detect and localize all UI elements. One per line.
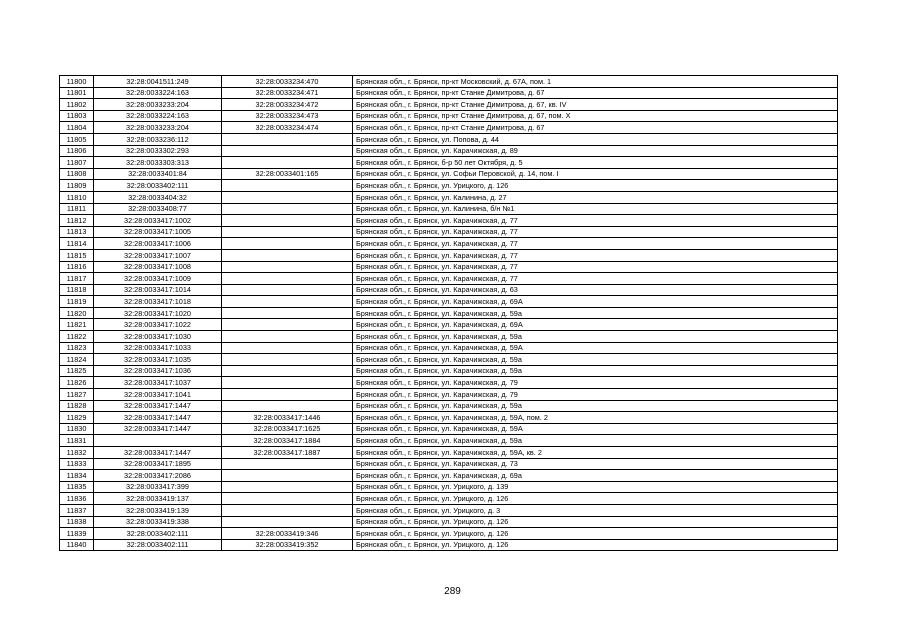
row-number-cell: 11817: [60, 273, 94, 285]
cadastral-number-cell: 32:28:0033417:2086: [94, 470, 222, 482]
address-cell: Брянская обл., г. Брянск, ул. Карачижская, д. 59А, кв. 2: [353, 447, 838, 459]
related-cadastral-number-cell: [222, 389, 353, 401]
related-cadastral-number-cell: [222, 342, 353, 354]
address-cell: Брянская обл., г. Брянск, пр-кт Станке Димитрова, д. 67: [353, 87, 838, 99]
cadastral-number-cell: 32:28:0033417:1002: [94, 215, 222, 227]
related-cadastral-number-cell: 32:28:0033419:352: [222, 539, 353, 551]
table-row: [60, 389, 838, 401]
cadastral-number-cell: 32:28:0033417:1447: [94, 412, 222, 424]
related-cadastral-number-cell: [222, 377, 353, 389]
related-cadastral-number-cell: [222, 145, 353, 157]
cadastral-number-cell: 32:28:0033417:1030: [94, 331, 222, 343]
table-row: [60, 226, 838, 238]
related-cadastral-number-cell: 32:28:0033401:165: [222, 168, 353, 180]
address-cell: Брянская обл., г. Брянск, ул. Софьи Перовской, д. 14, пом. I: [353, 168, 838, 180]
row-number-cell: 11821: [60, 319, 94, 331]
table-row: [60, 215, 838, 227]
table-row: [60, 365, 838, 377]
address-cell: Брянская обл., г. Брянск, ул. Урицкого, д. 126: [353, 528, 838, 540]
address-cell: Брянская обл., г. Брянск, пр-кт Станке Димитрова, д. 67, кв. IV: [353, 99, 838, 111]
table-row: [60, 76, 838, 88]
address-cell: Брянская обл., г. Брянск, ул. Карачижская, д. 59а: [353, 331, 838, 343]
address-cell: Брянская обл., г. Брянск, ул. Карачижская, д. 69А: [353, 319, 838, 331]
address-cell: Брянская обл., г. Брянск, ул. Карачижская, д. 79: [353, 377, 838, 389]
related-cadastral-number-cell: [222, 504, 353, 516]
related-cadastral-number-cell: [222, 400, 353, 412]
row-number-cell: 11820: [60, 307, 94, 319]
table-row: [60, 157, 838, 169]
row-number-cell: 11807: [60, 157, 94, 169]
table-row: [60, 481, 838, 493]
row-number-cell: 11815: [60, 249, 94, 261]
related-cadastral-number-cell: [222, 493, 353, 505]
cadastral-number-cell: 32:28:0033417:1447: [94, 447, 222, 459]
address-cell: Брянская обл., г. Брянск, ул. Карачижская, д. 59а: [353, 354, 838, 366]
related-cadastral-number-cell: [222, 307, 353, 319]
address-cell: Брянская обл., г. Брянск, ул. Урицкого, д. 139: [353, 481, 838, 493]
registry-table: [59, 75, 838, 551]
row-number-cell: 11834: [60, 470, 94, 482]
address-cell: Брянская обл., г. Брянск, ул. Урицкого, д. 126: [353, 180, 838, 192]
address-cell: Брянская обл., г. Брянск, ул. Карачижская, д. 77: [353, 261, 838, 273]
address-cell: Брянская обл., г. Брянск, ул. Карачижская, д. 73: [353, 458, 838, 470]
row-number-cell: 11825: [60, 365, 94, 377]
cadastral-number-cell: [94, 435, 222, 447]
related-cadastral-number-cell: [222, 319, 353, 331]
row-number-cell: 11816: [60, 261, 94, 273]
address-cell: Брянская обл., г. Брянск, ул. Урицкого, д. 126: [353, 539, 838, 551]
row-number-cell: 11805: [60, 133, 94, 145]
address-cell: Брянская обл., г. Брянск, ул. Карачижская, д. 77: [353, 238, 838, 250]
cadastral-number-cell: 32:28:0033236:112: [94, 133, 222, 145]
cadastral-number-cell: 32:28:0033417:1033: [94, 342, 222, 354]
cadastral-number-cell: 32:28:0033417:1447: [94, 423, 222, 435]
row-number-cell: 11836: [60, 493, 94, 505]
table-row: [60, 238, 838, 250]
row-number-cell: 11804: [60, 122, 94, 134]
cadastral-number-cell: 32:28:0041511:249: [94, 76, 222, 88]
address-cell: Брянская обл., г. Брянск, ул. Карачижская, д. 59А, пом. 2: [353, 412, 838, 424]
related-cadastral-number-cell: [222, 261, 353, 273]
address-cell: Брянская обл., г. Брянск, ул. Карачижская, д. 59А: [353, 423, 838, 435]
cadastral-number-cell: 32:28:0033402:111: [94, 180, 222, 192]
row-number-cell: 11832: [60, 447, 94, 459]
table-row: [60, 342, 838, 354]
cadastral-number-cell: 32:28:0033417:1036: [94, 365, 222, 377]
cadastral-number-cell: 32:28:0033417:1014: [94, 284, 222, 296]
table-row: [60, 354, 838, 366]
table-row: [60, 261, 838, 273]
row-number-cell: 11831: [60, 435, 94, 447]
address-cell: Брянская обл., г. Брянск, б-р 50 лет Октября, д. 5: [353, 157, 838, 169]
cadastral-number-cell: 32:28:0033402:111: [94, 528, 222, 540]
row-number-cell: 11826: [60, 377, 94, 389]
row-number-cell: 11823: [60, 342, 94, 354]
related-cadastral-number-cell: 32:28:0033234:472: [222, 99, 353, 111]
address-cell: Брянская обл., г. Брянск, ул. Карачижская, д. 79: [353, 389, 838, 401]
related-cadastral-number-cell: 32:28:0033234:470: [222, 76, 353, 88]
cadastral-number-cell: 32:28:0033417:1009: [94, 273, 222, 285]
cadastral-number-cell: 32:28:0033233:204: [94, 122, 222, 134]
related-cadastral-number-cell: 32:28:0033419:346: [222, 528, 353, 540]
table-row: [60, 400, 838, 412]
row-number-cell: 11833: [60, 458, 94, 470]
cadastral-number-cell: 32:28:0033417:1447: [94, 400, 222, 412]
related-cadastral-number-cell: [222, 191, 353, 203]
cadastral-number-cell: 32:28:0033302:293: [94, 145, 222, 157]
table-row: [60, 203, 838, 215]
table-row: [60, 180, 838, 192]
related-cadastral-number-cell: 32:28:0033234:474: [222, 122, 353, 134]
row-number-cell: 11835: [60, 481, 94, 493]
address-cell: Брянская обл., г. Брянск, ул. Урицкого, д. 3: [353, 504, 838, 516]
related-cadastral-number-cell: [222, 215, 353, 227]
cadastral-number-cell: 32:28:0033408:77: [94, 203, 222, 215]
cadastral-number-cell: 32:28:0033417:1018: [94, 296, 222, 308]
row-number-cell: 11803: [60, 110, 94, 122]
related-cadastral-number-cell: [222, 203, 353, 215]
table-row: [60, 493, 838, 505]
cadastral-number-cell: 32:28:0033233:204: [94, 99, 222, 111]
address-cell: Брянская обл., г. Брянск, ул. Карачижская, д. 69А: [353, 296, 838, 308]
address-cell: Брянская обл., г. Брянск, ул. Карачижская, д. 89: [353, 145, 838, 157]
table-row: [60, 273, 838, 285]
related-cadastral-number-cell: 32:28:0033417:1887: [222, 447, 353, 459]
related-cadastral-number-cell: [222, 331, 353, 343]
row-number-cell: 11822: [60, 331, 94, 343]
table-row: [60, 284, 838, 296]
cadastral-number-cell: 32:28:0033402:111: [94, 539, 222, 551]
address-cell: Брянская обл., г. Брянск, пр-кт Станке Димитрова, д. 67, пом. X: [353, 110, 838, 122]
cadastral-number-cell: 32:28:0033417:1005: [94, 226, 222, 238]
row-number-cell: 11810: [60, 191, 94, 203]
related-cadastral-number-cell: [222, 133, 353, 145]
cadastral-number-cell: 32:28:0033419:137: [94, 493, 222, 505]
address-cell: Брянская обл., г. Брянск, ул. Карачижская, д. 77: [353, 249, 838, 261]
address-cell: Брянская обл., г. Брянск, ул. Карачижская, д. 77: [353, 215, 838, 227]
related-cadastral-number-cell: 32:28:0033417:1884: [222, 435, 353, 447]
table-row: [60, 516, 838, 528]
table-row: [60, 412, 838, 424]
related-cadastral-number-cell: [222, 458, 353, 470]
row-number-cell: 11838: [60, 516, 94, 528]
address-cell: Брянская обл., г. Брянск, ул. Калинина, д. 27: [353, 191, 838, 203]
row-number-cell: 11800: [60, 76, 94, 88]
table-row: [60, 307, 838, 319]
table-row: [60, 470, 838, 482]
address-cell: Брянская обл., г. Брянск, ул. Карачижская, д. 77: [353, 273, 838, 285]
row-number-cell: 11824: [60, 354, 94, 366]
row-number-cell: 11801: [60, 87, 94, 99]
address-cell: Брянская обл., г. Брянск, ул. Карачижская, д. 59А: [353, 342, 838, 354]
cadastral-number-cell: 32:28:0033417:1007: [94, 249, 222, 261]
table-row: [60, 319, 838, 331]
cadastral-number-cell: 32:28:0033417:1020: [94, 307, 222, 319]
cadastral-number-cell: 32:28:0033417:1035: [94, 354, 222, 366]
related-cadastral-number-cell: [222, 249, 353, 261]
cadastral-number-cell: 32:28:0033417:1022: [94, 319, 222, 331]
table-row: [60, 528, 838, 540]
cadastral-number-cell: 32:28:0033303:313: [94, 157, 222, 169]
cadastral-number-cell: 32:28:0033417:1008: [94, 261, 222, 273]
related-cadastral-number-cell: [222, 180, 353, 192]
related-cadastral-number-cell: [222, 273, 353, 285]
table-row: [60, 87, 838, 99]
address-cell: Брянская обл., г. Брянск, ул. Карачижская, д. 59а: [353, 435, 838, 447]
address-cell: Брянская обл., г. Брянск, ул. Урицкого, д. 126: [353, 516, 838, 528]
cadastral-number-cell: 32:28:0033419:139: [94, 504, 222, 516]
row-number-cell: 11813: [60, 226, 94, 238]
related-cadastral-number-cell: [222, 354, 353, 366]
related-cadastral-number-cell: [222, 226, 353, 238]
row-number-cell: 11814: [60, 238, 94, 250]
related-cadastral-number-cell: [222, 470, 353, 482]
address-cell: Брянская обл., г. Брянск, ул. Карачижская, д. 59а: [353, 365, 838, 377]
registry-table-body: [60, 76, 838, 551]
row-number-cell: 11806: [60, 145, 94, 157]
table-row: [60, 377, 838, 389]
table-row: [60, 133, 838, 145]
table-row: [60, 296, 838, 308]
table-row: [60, 447, 838, 459]
row-number-cell: 11829: [60, 412, 94, 424]
address-cell: Брянская обл., г. Брянск, ул. Калинина, б/н №1: [353, 203, 838, 215]
row-number-cell: 11837: [60, 504, 94, 516]
table-row: [60, 539, 838, 551]
address-cell: Брянская обл., г. Брянск, ул. Карачижская, д. 59а: [353, 307, 838, 319]
related-cadastral-number-cell: 32:28:0033234:473: [222, 110, 353, 122]
table-row: [60, 99, 838, 111]
cadastral-number-cell: 32:28:0033417:1006: [94, 238, 222, 250]
table-row: [60, 168, 838, 180]
row-number-cell: 11802: [60, 99, 94, 111]
related-cadastral-number-cell: [222, 296, 353, 308]
address-cell: Брянская обл., г. Брянск, пр-кт Московский, д. 67А, пом. 1: [353, 76, 838, 88]
cadastral-number-cell: 32:28:0033417:399: [94, 481, 222, 493]
related-cadastral-number-cell: [222, 238, 353, 250]
cadastral-number-cell: 32:28:0033404:32: [94, 191, 222, 203]
related-cadastral-number-cell: [222, 365, 353, 377]
address-cell: Брянская обл., г. Брянск, ул. Карачижская, д. 59а: [353, 400, 838, 412]
cadastral-number-cell: 32:28:0033417:1895: [94, 458, 222, 470]
page-number: 289: [444, 586, 461, 597]
address-cell: Брянская обл., г. Брянск, ул. Карачижская, д. 63: [353, 284, 838, 296]
row-number-cell: 11840: [60, 539, 94, 551]
cadastral-number-cell: 32:28:0033401:84: [94, 168, 222, 180]
related-cadastral-number-cell: 32:28:0033417:1446: [222, 412, 353, 424]
row-number-cell: 11808: [60, 168, 94, 180]
row-number-cell: 11839: [60, 528, 94, 540]
related-cadastral-number-cell: [222, 157, 353, 169]
row-number-cell: 11812: [60, 215, 94, 227]
row-number-cell: 11827: [60, 389, 94, 401]
cadastral-number-cell: 32:28:0033417:1037: [94, 377, 222, 389]
table-row: [60, 122, 838, 134]
table-row: [60, 504, 838, 516]
related-cadastral-number-cell: [222, 481, 353, 493]
related-cadastral-number-cell: [222, 284, 353, 296]
address-cell: Брянская обл., г. Брянск, ул. Попова, д. 44: [353, 133, 838, 145]
row-number-cell: 11830: [60, 423, 94, 435]
related-cadastral-number-cell: 32:28:0033234:471: [222, 87, 353, 99]
related-cadastral-number-cell: [222, 516, 353, 528]
row-number-cell: 11818: [60, 284, 94, 296]
row-number-cell: 11809: [60, 180, 94, 192]
table-row: [60, 191, 838, 203]
table-row: [60, 249, 838, 261]
address-cell: Брянская обл., г. Брянск, пр-кт Станке Димитрова, д. 67: [353, 122, 838, 134]
address-cell: Брянская обл., г. Брянск, ул. Карачижская, д. 77: [353, 226, 838, 238]
address-cell: Брянская обл., г. Брянск, ул. Карачижская, д. 69а: [353, 470, 838, 482]
table-row: [60, 145, 838, 157]
cadastral-number-cell: 32:28:0033419:338: [94, 516, 222, 528]
table-row: [60, 435, 838, 447]
related-cadastral-number-cell: 32:28:0033417:1625: [222, 423, 353, 435]
table-row: [60, 110, 838, 122]
cadastral-number-cell: 32:28:0033224:163: [94, 87, 222, 99]
table-row: [60, 458, 838, 470]
row-number-cell: 11811: [60, 203, 94, 215]
cadastral-number-cell: 32:28:0033417:1041: [94, 389, 222, 401]
cadastral-number-cell: 32:28:0033224:163: [94, 110, 222, 122]
row-number-cell: 11828: [60, 400, 94, 412]
address-cell: Брянская обл., г. Брянск, ул. Урицкого, д. 126: [353, 493, 838, 505]
row-number-cell: 11819: [60, 296, 94, 308]
table-row: [60, 331, 838, 343]
table-row: [60, 423, 838, 435]
